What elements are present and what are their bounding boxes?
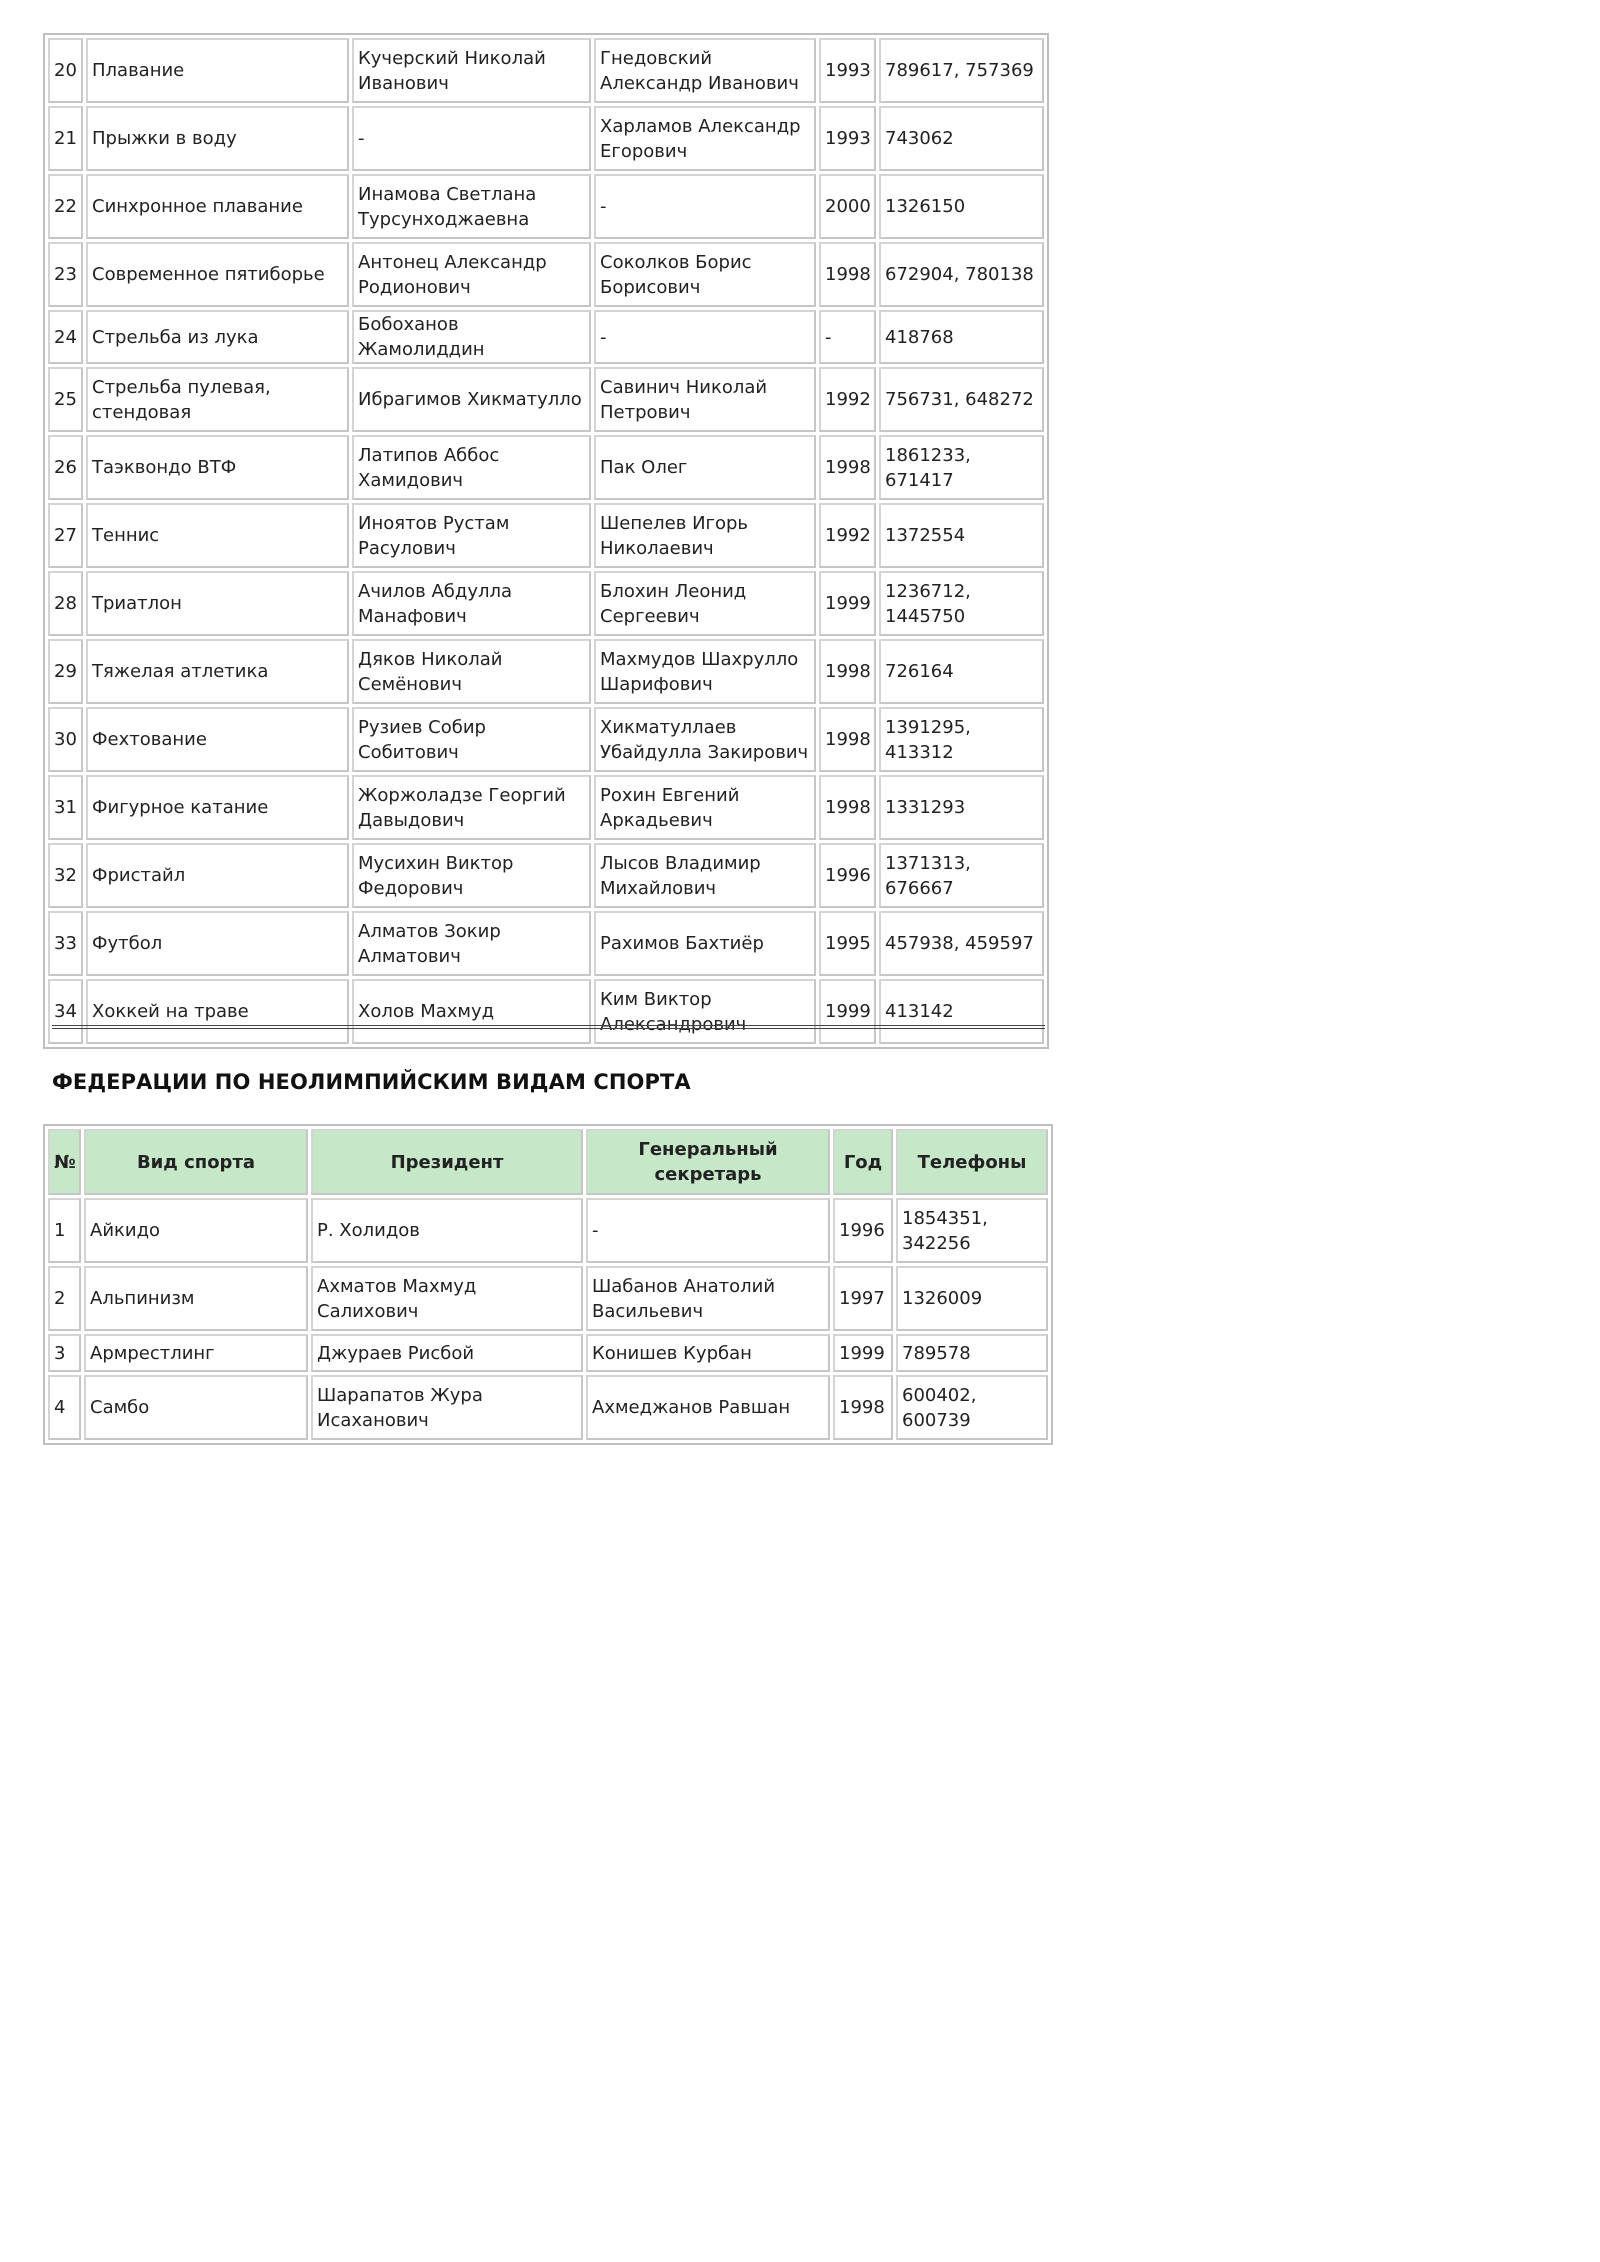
- cell-phones: 1861233, 671417: [879, 435, 1044, 500]
- section-title: ФЕДЕРАЦИИ ПО НЕОЛИМПИЙСКИМ ВИДАМ СПОРТА: [52, 1070, 691, 1094]
- table-row: [48, 775, 1044, 840]
- olympic-table-body: [48, 38, 1044, 1044]
- cell-num: 33: [48, 911, 83, 976]
- cell-sport: Теннис: [86, 503, 349, 568]
- table-row: [48, 174, 1044, 239]
- cell-sport: Синхронное плавание: [86, 174, 349, 239]
- cell-secretary: Соколков Борис Борисович: [594, 242, 816, 307]
- cell-secretary: Харламов Александр Егорович: [594, 106, 816, 171]
- cell-phones: 756731, 648272: [879, 367, 1044, 432]
- cell-president: Дяков Николай Семёнович: [352, 639, 591, 704]
- table-header-row: [48, 1129, 1048, 1195]
- cell-phones: 1326150: [879, 174, 1044, 239]
- cell-sport: Тяжелая атлетика: [86, 639, 349, 704]
- cell-president: Иноятов Рустам Расулович: [352, 503, 591, 568]
- table-row: [48, 1334, 1048, 1372]
- cell-year: 1999: [819, 571, 876, 636]
- cell-secretary: Рохин Евгений Аркадьевич: [594, 775, 816, 840]
- cell-secretary: Пак Олег: [594, 435, 816, 500]
- cell-num: 21: [48, 106, 83, 171]
- cell-year: 1998: [819, 242, 876, 307]
- cell-sport: Триатлон: [86, 571, 349, 636]
- cell-secretary: -: [586, 1198, 830, 1263]
- cell-secretary: Ахмеджанов Равшан: [586, 1375, 830, 1440]
- cell-president: Рузиев Собир Собитович: [352, 707, 591, 772]
- cell-sport: Таэквондо ВТФ: [86, 435, 349, 500]
- cell-year: 1993: [819, 38, 876, 103]
- cell-year: 1997: [833, 1266, 893, 1331]
- cell-secretary: Гнедовский Александр Иванович: [594, 38, 816, 103]
- cell-sport: Хоккей на траве: [86, 979, 349, 1044]
- table-row: [48, 979, 1044, 1044]
- cell-secretary: Блохин Леонид Сергеевич: [594, 571, 816, 636]
- olympic-federations-table: [43, 33, 1049, 1049]
- nonolympic-table-body: [48, 1198, 1048, 1440]
- cell-secretary: Конишев Курбан: [586, 1334, 830, 1372]
- cell-president: Мусихин Виктор Федорович: [352, 843, 591, 908]
- cell-num: 32: [48, 843, 83, 908]
- header-num: №: [48, 1129, 81, 1195]
- cell-sport: Футбол: [86, 911, 349, 976]
- cell-num: 2: [48, 1266, 81, 1331]
- cell-president: Инамова Светлана Турсунходжаевна: [352, 174, 591, 239]
- cell-president: Ахматов Махмуд Салихович: [311, 1266, 583, 1331]
- cell-num: 31: [48, 775, 83, 840]
- cell-phones: 418768: [879, 310, 1044, 364]
- cell-year: 1996: [819, 843, 876, 908]
- table-row: [48, 106, 1044, 171]
- cell-num: 27: [48, 503, 83, 568]
- table-end-rule-2: [52, 1028, 1045, 1029]
- cell-president: Ачилов Абдулла Манафович: [352, 571, 591, 636]
- cell-phones: 1331293: [879, 775, 1044, 840]
- cell-sport: Фристайл: [86, 843, 349, 908]
- cell-president: Кучерский Николай Иванович: [352, 38, 591, 103]
- table-row: [48, 38, 1044, 103]
- cell-sport: Фигурное катание: [86, 775, 349, 840]
- table-row: [48, 1266, 1048, 1331]
- cell-secretary: Махмудов Шахрулло Шарифович: [594, 639, 816, 704]
- cell-phones: 789578: [896, 1334, 1048, 1372]
- cell-president: Алматов Зокир Алматович: [352, 911, 591, 976]
- header-secretary: Генеральный секретарь: [586, 1129, 830, 1195]
- cell-num: 23: [48, 242, 83, 307]
- cell-num: 20: [48, 38, 83, 103]
- cell-sport: Фехтование: [86, 707, 349, 772]
- cell-president: Р. Холидов: [311, 1198, 583, 1263]
- cell-sport: Стрельба из лука: [86, 310, 349, 364]
- cell-president: Ибрагимов Хикматулло: [352, 367, 591, 432]
- cell-phones: 1326009: [896, 1266, 1048, 1331]
- cell-num: 30: [48, 707, 83, 772]
- cell-year: -: [819, 310, 876, 364]
- cell-num: 26: [48, 435, 83, 500]
- cell-num: 28: [48, 571, 83, 636]
- table-row: [48, 639, 1044, 704]
- cell-year: 1998: [819, 707, 876, 772]
- cell-year: 1995: [819, 911, 876, 976]
- header-president: Президент: [311, 1129, 583, 1195]
- cell-president: -: [352, 106, 591, 171]
- cell-sport: Айкидо: [84, 1198, 308, 1263]
- table-row: [48, 503, 1044, 568]
- cell-secretary: Шепелев Игорь Николаевич: [594, 503, 816, 568]
- cell-year: 1999: [833, 1334, 893, 1372]
- cell-year: 2000: [819, 174, 876, 239]
- cell-president: Антонец Александр Родионович: [352, 242, 591, 307]
- cell-sport: Стрельба пулевая, стендовая: [86, 367, 349, 432]
- cell-president: Латипов Аббос Хамидович: [352, 435, 591, 500]
- cell-president: Бобоханов Жамолиддин: [352, 310, 591, 364]
- header-phones: Телефоны: [896, 1129, 1048, 1195]
- table-row: [48, 843, 1044, 908]
- table-row: [48, 1198, 1048, 1263]
- cell-year: 1992: [819, 503, 876, 568]
- cell-secretary: Шабанов Анатолий Васильевич: [586, 1266, 830, 1331]
- cell-sport: Альпинизм: [84, 1266, 308, 1331]
- cell-num: 22: [48, 174, 83, 239]
- cell-year: 1998: [819, 775, 876, 840]
- table-row: [48, 435, 1044, 500]
- cell-secretary: -: [594, 310, 816, 364]
- cell-phones: 1372554: [879, 503, 1044, 568]
- cell-secretary: Савинич Николай Петрович: [594, 367, 816, 432]
- cell-num: 34: [48, 979, 83, 1044]
- table-row: [48, 707, 1044, 772]
- cell-phones: 1854351, 342256: [896, 1198, 1048, 1263]
- cell-phones: 789617, 757369: [879, 38, 1044, 103]
- cell-num: 24: [48, 310, 83, 364]
- cell-year: 1998: [819, 639, 876, 704]
- cell-year: 1992: [819, 367, 876, 432]
- cell-secretary: Ким Виктор Александрович: [594, 979, 816, 1044]
- cell-secretary: -: [594, 174, 816, 239]
- cell-year: 1993: [819, 106, 876, 171]
- cell-phones: 1371313, 676667: [879, 843, 1044, 908]
- table-row: [48, 242, 1044, 307]
- cell-president: Джураев Рисбой: [311, 1334, 583, 1372]
- cell-secretary: Рахимов Бахтиёр: [594, 911, 816, 976]
- table-row: [48, 1375, 1048, 1440]
- header-sport: Вид спорта: [84, 1129, 308, 1195]
- cell-year: 1998: [819, 435, 876, 500]
- table-row: [48, 367, 1044, 432]
- cell-year: 1999: [819, 979, 876, 1044]
- cell-phones: 600402, 600739: [896, 1375, 1048, 1440]
- cell-president: Шарапатов Жура Исаханович: [311, 1375, 583, 1440]
- cell-num: 25: [48, 367, 83, 432]
- cell-secretary: Хикматуллаев Убайдулла Закирович: [594, 707, 816, 772]
- cell-num: 3: [48, 1334, 81, 1372]
- cell-num: 29: [48, 639, 83, 704]
- table-row: [48, 310, 1044, 364]
- cell-sport: Современное пятиборье: [86, 242, 349, 307]
- cell-phones: 413142: [879, 979, 1044, 1044]
- cell-phones: 457938, 459597: [879, 911, 1044, 976]
- cell-phones: 726164: [879, 639, 1044, 704]
- table-end-rule: [52, 1025, 1045, 1026]
- cell-sport: Армрестлинг: [84, 1334, 308, 1372]
- cell-year: 1998: [833, 1375, 893, 1440]
- cell-president: Жоржоладзе Георгий Давыдович: [352, 775, 591, 840]
- cell-sport: Плавание: [86, 38, 349, 103]
- cell-phones: 743062: [879, 106, 1044, 171]
- cell-sport: Самбо: [84, 1375, 308, 1440]
- header-year: Год: [833, 1129, 893, 1195]
- table-row: [48, 571, 1044, 636]
- cell-phones: 672904, 780138: [879, 242, 1044, 307]
- cell-phones: 1391295, 413312: [879, 707, 1044, 772]
- cell-president: Холов Махмуд: [352, 979, 591, 1044]
- cell-secretary: Лысов Владимир Михайлович: [594, 843, 816, 908]
- cell-phones: 1236712, 1445750: [879, 571, 1044, 636]
- cell-year: 1996: [833, 1198, 893, 1263]
- cell-num: 4: [48, 1375, 81, 1440]
- cell-sport: Прыжки в воду: [86, 106, 349, 171]
- nonolympic-federations-table: [43, 1124, 1053, 1445]
- cell-num: 1: [48, 1198, 81, 1263]
- table-row: [48, 911, 1044, 976]
